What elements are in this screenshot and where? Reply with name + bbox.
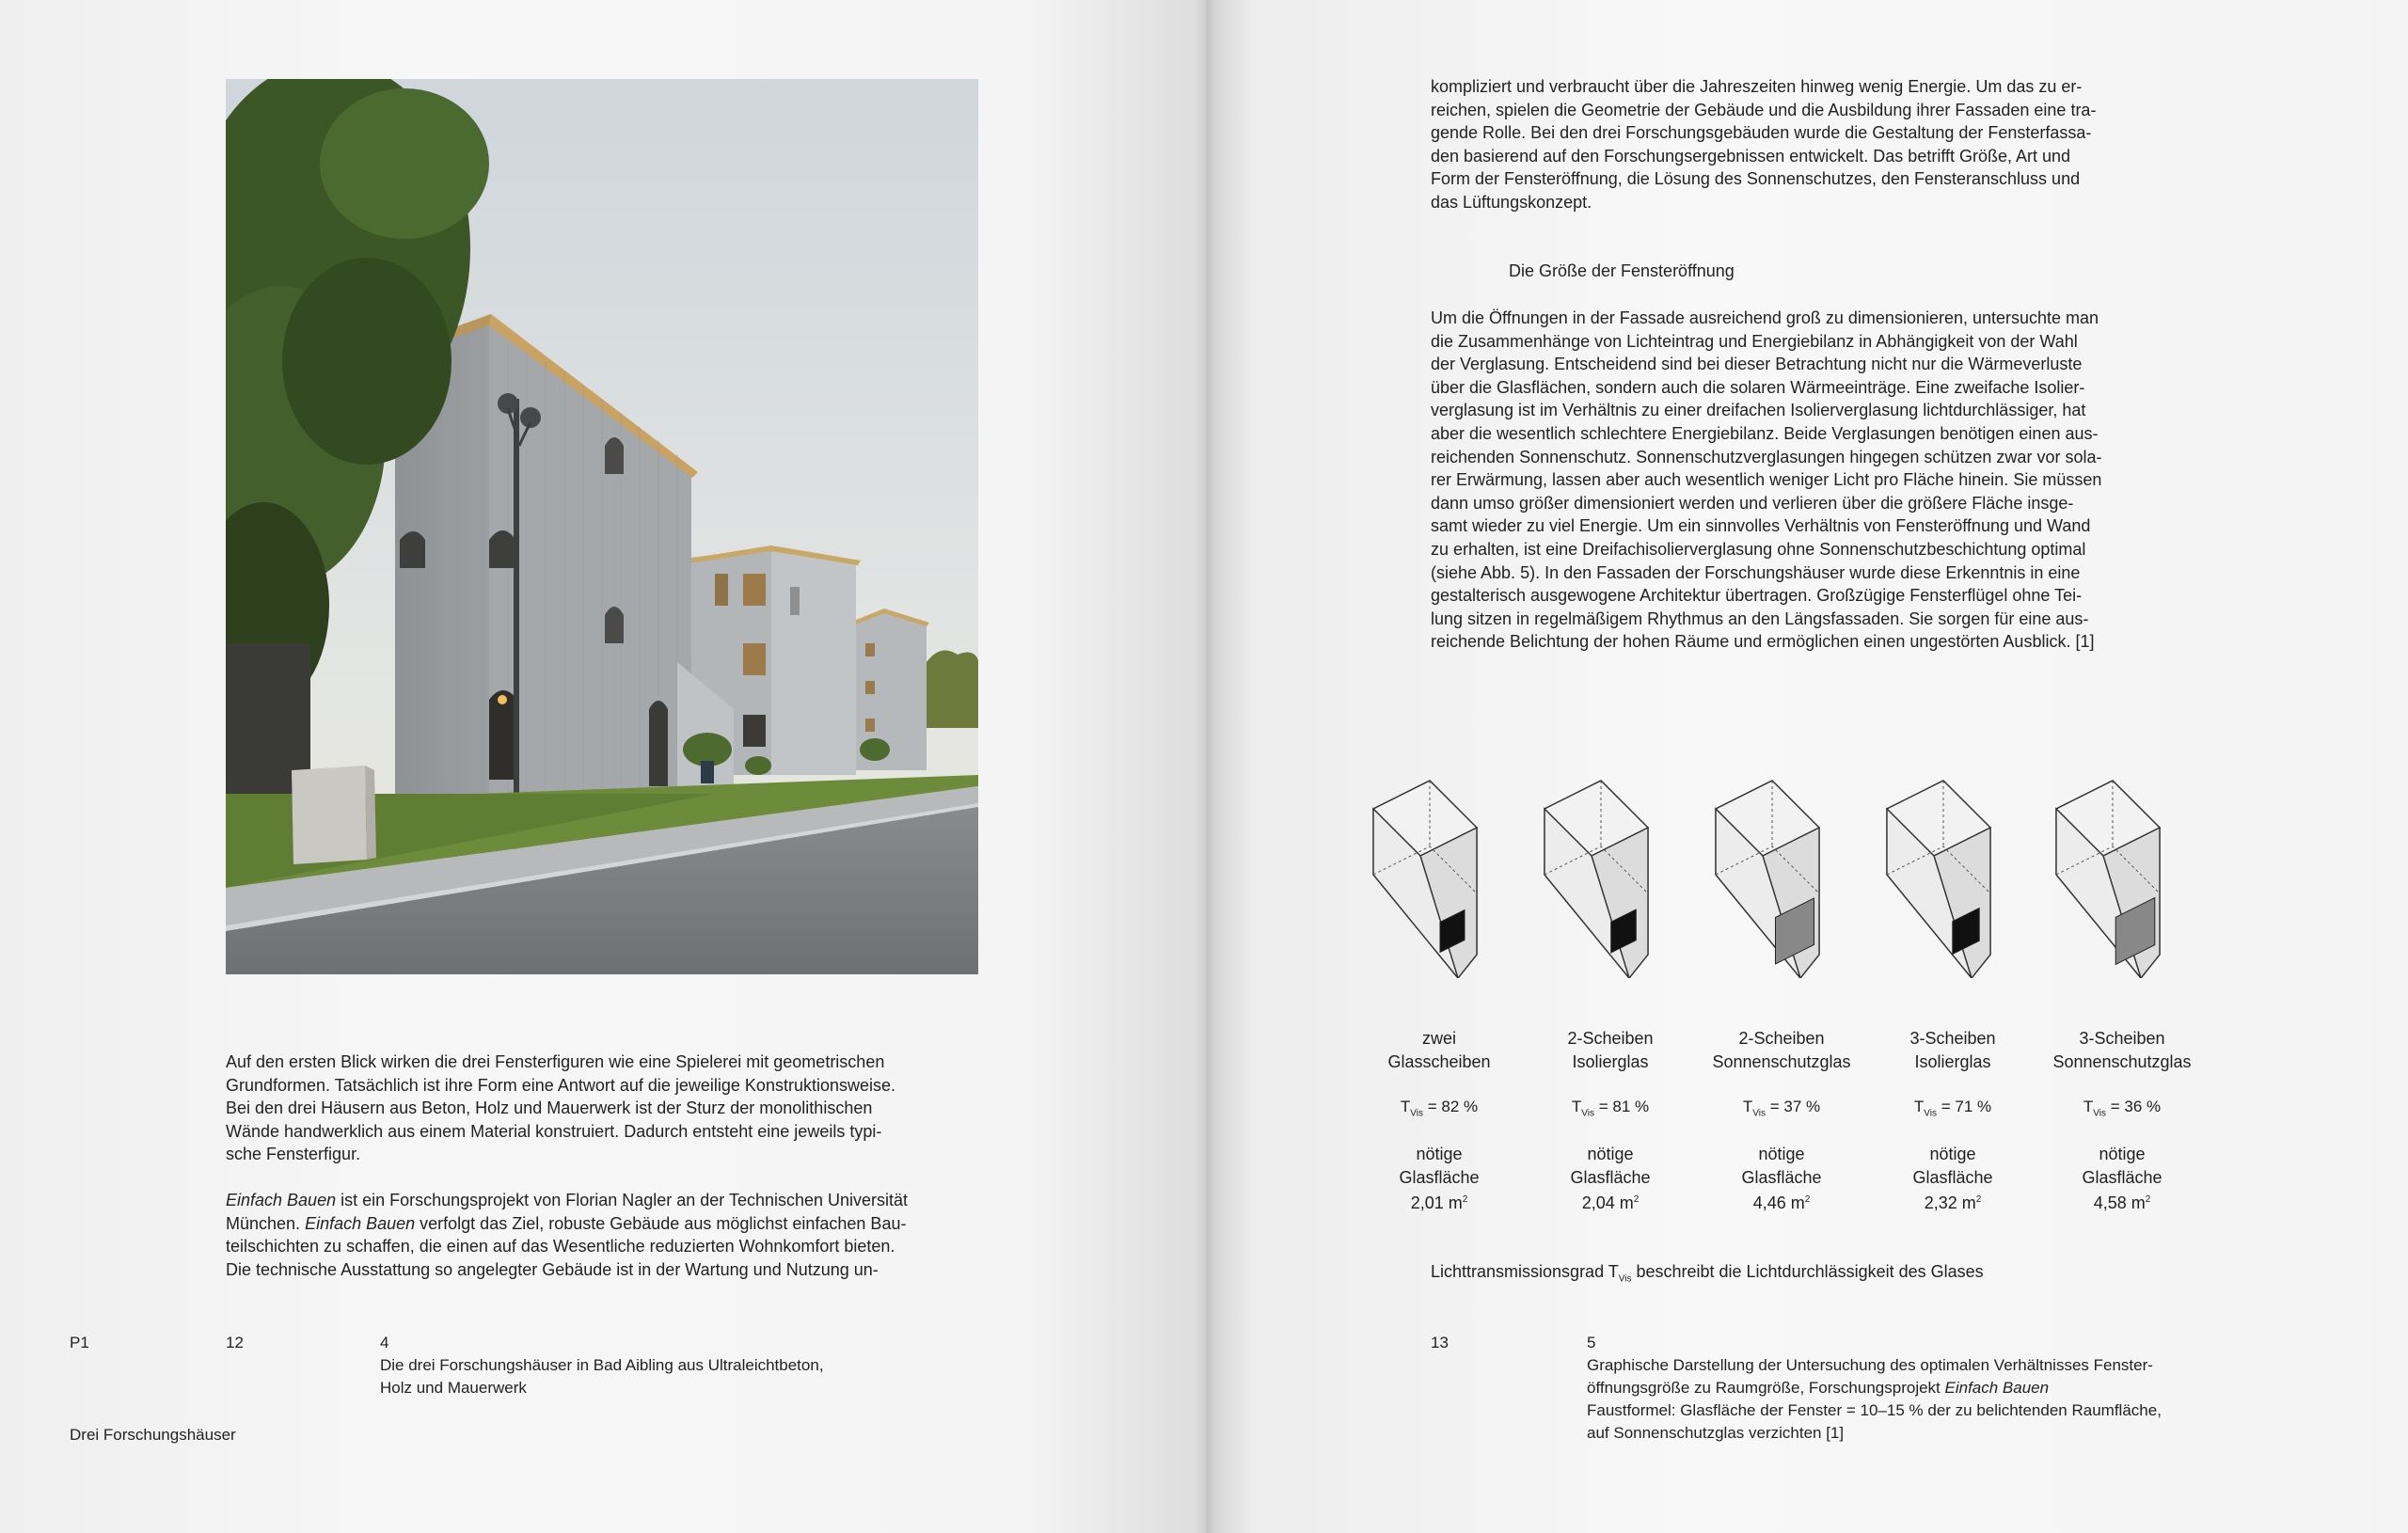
- glazing-label: 2-Scheiben Sonnenschutzglas: [1712, 1029, 1851, 1071]
- transmission-value: [1868, 1098, 2037, 1118]
- continued-paragraph: kompliziert und verbraucht über die Jahreszeiten hinweg wenig Energie. Um das zu er- reichen, spielen die Geometrie der Gebäude und die Ausbildung ihrer Fassaden eine tra- gende Rolle. Bei den drei Forschungsgebäuden wurde die Gestaltung der Fensterfassa- den basierend auf den Forschungsergebnissen entwickelt. Das betrifft Größe, Art und Form der Fensteröffnung, die Lösung des Sonnenschutzes, den Fensteranschluss und das Lüftungskonzept.: [1431, 77, 2097, 212]
- caption-5-line-1: Graphische Darstellung der Untersuchung des optimalen Verhältnisses Fenster-: [1587, 1356, 2153, 1374]
- required-area-label: nötige Glasfläche: [1912, 1145, 1993, 1187]
- left-body-text: [226, 1051, 997, 1281]
- required-area-value: [1697, 1189, 1866, 1215]
- glazing-label: 2-Scheiben Isolierglas: [1567, 1029, 1654, 1071]
- transmission-note-post: beschreibt die Lichtdurchlässigkeit des Glases: [1631, 1262, 1984, 1281]
- figure-caption-5: [1587, 1354, 2358, 1445]
- required-area-value: [1526, 1189, 1695, 1215]
- required-area-value: [2037, 1189, 2207, 1215]
- glazing-option: [1868, 771, 2037, 1215]
- required-area-value: [1354, 1189, 1524, 1215]
- transmission-value: [1697, 1098, 1866, 1118]
- room-box-icon: [1697, 771, 1866, 978]
- transmission-note-sub: Vis: [1618, 1273, 1632, 1285]
- research-houses-photo: [226, 79, 978, 974]
- section-title: Drei Forschungshäuser: [70, 1426, 236, 1444]
- transmission-note-pre: Lichttransmissionsgrad T: [1431, 1262, 1619, 1281]
- caption-5-line-2: [1587, 1377, 2358, 1399]
- tv-symbol: T: [1913, 1098, 1925, 1115]
- glazing-option: [1526, 771, 1695, 1215]
- intro-paragraph: Auf den ersten Blick wirken die drei Fensterfiguren wie eine Spielerei mit geometrischen Grundformen. Tatsächlich ist ihre Form eine Antwort auf die jeweilige Konstruktionsweise. Bei den drei Häusern aus Beton, Holz und Mauerwerk ist der Sturz der monolithischen Wände handwerklich aus einem Material konstruiert. Dadurch entsteht eine jeweils typi- sche Fensterfigur.: [226, 1052, 896, 1164]
- book-gutter: [1195, 0, 1223, 1533]
- tv-percent: = 36 %: [2105, 1098, 2162, 1115]
- area-number: 4,46 m: [1752, 1193, 1805, 1213]
- tv-percent: = 82 %: [1422, 1098, 1479, 1115]
- required-area-value: [1868, 1189, 2037, 1215]
- glazing-label: zwei Glasscheiben: [1387, 1029, 1491, 1071]
- project-name-emphasis: Einfach Bauen: [226, 1190, 337, 1209]
- figure-number-5: 5: [1587, 1334, 1596, 1351]
- right-page: [1206, 0, 2408, 1533]
- tv-symbol: T: [1742, 1098, 1753, 1115]
- project-name-emphasis-2: Einfach Bauen: [305, 1213, 416, 1233]
- glazing-option: [1697, 771, 1866, 1215]
- tv-subscript: Vis: [1924, 1108, 1937, 1119]
- area-unit-superscript: 2: [2145, 1194, 2151, 1206]
- room-box-icon: [2037, 771, 2207, 978]
- tv-percent: = 37 %: [1765, 1098, 1821, 1115]
- area-unit-superscript: 2: [1462, 1194, 1468, 1206]
- figure-caption-4: Die drei Forschungshäuser in Bad Aibling aus Ultraleichtbeton, Holz und Mauerwerk: [380, 1356, 824, 1397]
- room-box-icon: [1868, 771, 2037, 978]
- required-area-label: nötige Glasfläche: [1741, 1145, 1822, 1187]
- tv-subscript: Vis: [1410, 1108, 1423, 1119]
- tv-symbol: T: [2083, 1098, 2094, 1115]
- area-number: 4,58 m: [2093, 1193, 2146, 1213]
- area-number: 2,04 m: [1581, 1193, 1634, 1213]
- tv-subscript: Vis: [2093, 1108, 2106, 1119]
- project-paragraph: [226, 1189, 997, 1281]
- transmission-value: [2037, 1098, 2207, 1118]
- window-size-paragraph: Um die Öffnungen in der Fassade ausreichend groß zu dimensionieren, untersuchte man die Zusammenhänge von Lichteintrag und Energiebilanz in Abhängigkeit von der Wahl der Verglasung. Entscheidend sind bei dieser Betrachtung nicht nur die Wärmeverluste über die Glasflächen, sondern auch die solaren Wärmeeinträge. Eine zweifache Isolier- verglasung ist im Verhältnis zu einer dreifachen Isolierverglasung lichtdurchlässiger, hat aber die wesentlich schlechtere Energiebilanz. Beide Verglasungen benötigen einen aus- reichenden Sonnenschutz. Sonnenschutzverglasungen hingegen schützen zwar vor sola- rer Erwärmung, lassen aber auch wesentlich weniger Licht pro Fläche hinein. Sie müssen dann umso größer dimensioniert werden und verlieren über die größere Fläche insge- samt wieder zu viel Energie. Um ein sinnvolles Verhältnis von Fensteröffnung und Wand zu erhalten, ist eine Dreifachisolierverglasung ohne Sonnenschutzbeschichtung optimal (siehe Abb. 5). In den Fassaden der Forschungshäuser wurde diese Erkenntnis in eine gestalterisch ausgewogene Architektur übertragen. Großzügige Fensterflügel ohne Tei- lung sitzen in regelmäßigem Rhythmus an den Längsfassaden. Sie sorgen für eine aus- reichende Belichtung der hohen Räume und ermöglichen einen ungestörten Ausblick. [1]: [1431, 308, 2102, 652]
- caption-5-line-3: Faustformel: Glasfläche der Fenster = 10–15 % der zu belichtenden Raumfläche, auf Sonnenschutzglas verzichten [1]: [1587, 1401, 2162, 1442]
- required-area-label: nötige Glasfläche: [1570, 1145, 1651, 1187]
- tv-subscript: Vis: [1581, 1108, 1594, 1119]
- area-number: 2,32 m: [1924, 1193, 1976, 1213]
- area-unit-superscript: 2: [1975, 1194, 1982, 1206]
- right-intro-text: [1431, 75, 2240, 214]
- required-area-label: nötige Glasfläche: [2082, 1145, 2162, 1187]
- tv-subscript: Vis: [1752, 1108, 1766, 1119]
- project-text-1: ist ein Forschungsprojekt von Florian Nagler an der Technischen Universität München.: [226, 1190, 909, 1233]
- subheading: Die Größe der Fensteröffnung: [1509, 261, 1735, 280]
- room-box-icon: [1526, 771, 1695, 978]
- tv-percent: = 81 %: [1593, 1098, 1650, 1115]
- transmission-note: [1431, 1260, 1984, 1291]
- figure-number-4: 4: [380, 1334, 389, 1351]
- room-box-icon: [1354, 771, 1524, 978]
- transmission-value: [1354, 1098, 1524, 1118]
- section-code: P1: [70, 1334, 89, 1351]
- tv-symbol: T: [1400, 1098, 1411, 1115]
- glazing-label: 3-Scheiben Isolierglas: [1909, 1029, 1996, 1071]
- area-number: 2,01 m: [1410, 1193, 1463, 1213]
- glazing-label: 3-Scheiben Sonnenschutzglas: [2052, 1029, 2192, 1071]
- glazing-option: [1354, 771, 1524, 1215]
- glazing-option: [2037, 771, 2207, 1215]
- required-area-label: nötige Glasfläche: [1399, 1145, 1480, 1187]
- transmission-value: [1526, 1098, 1695, 1118]
- caption-5-project-name: Einfach Bauen: [1944, 1379, 2050, 1397]
- tv-symbol: T: [1571, 1098, 1582, 1115]
- area-unit-superscript: 2: [1804, 1194, 1811, 1206]
- page-number-left: 12: [226, 1334, 244, 1351]
- caption-5-line-2-text: öffnungsgröße zu Raumgröße, Forschungsprojekt: [1587, 1379, 1945, 1397]
- right-main-text: [1431, 307, 2240, 654]
- page-number-right: 13: [1431, 1334, 1449, 1351]
- tv-percent: = 71 %: [1936, 1098, 1992, 1115]
- project-text-2: verfolgt das Ziel, robuste Gebäude aus möglichst einfachen Bau- teilschichten zu schaffen, die einen auf das Wesentliche reduzierten Wohnkomfort bieten. Die technische Ausstattung so angelegter Gebäude ist in der Wartung und Nutzung un-: [226, 1213, 907, 1279]
- area-unit-superscript: 2: [1633, 1194, 1640, 1206]
